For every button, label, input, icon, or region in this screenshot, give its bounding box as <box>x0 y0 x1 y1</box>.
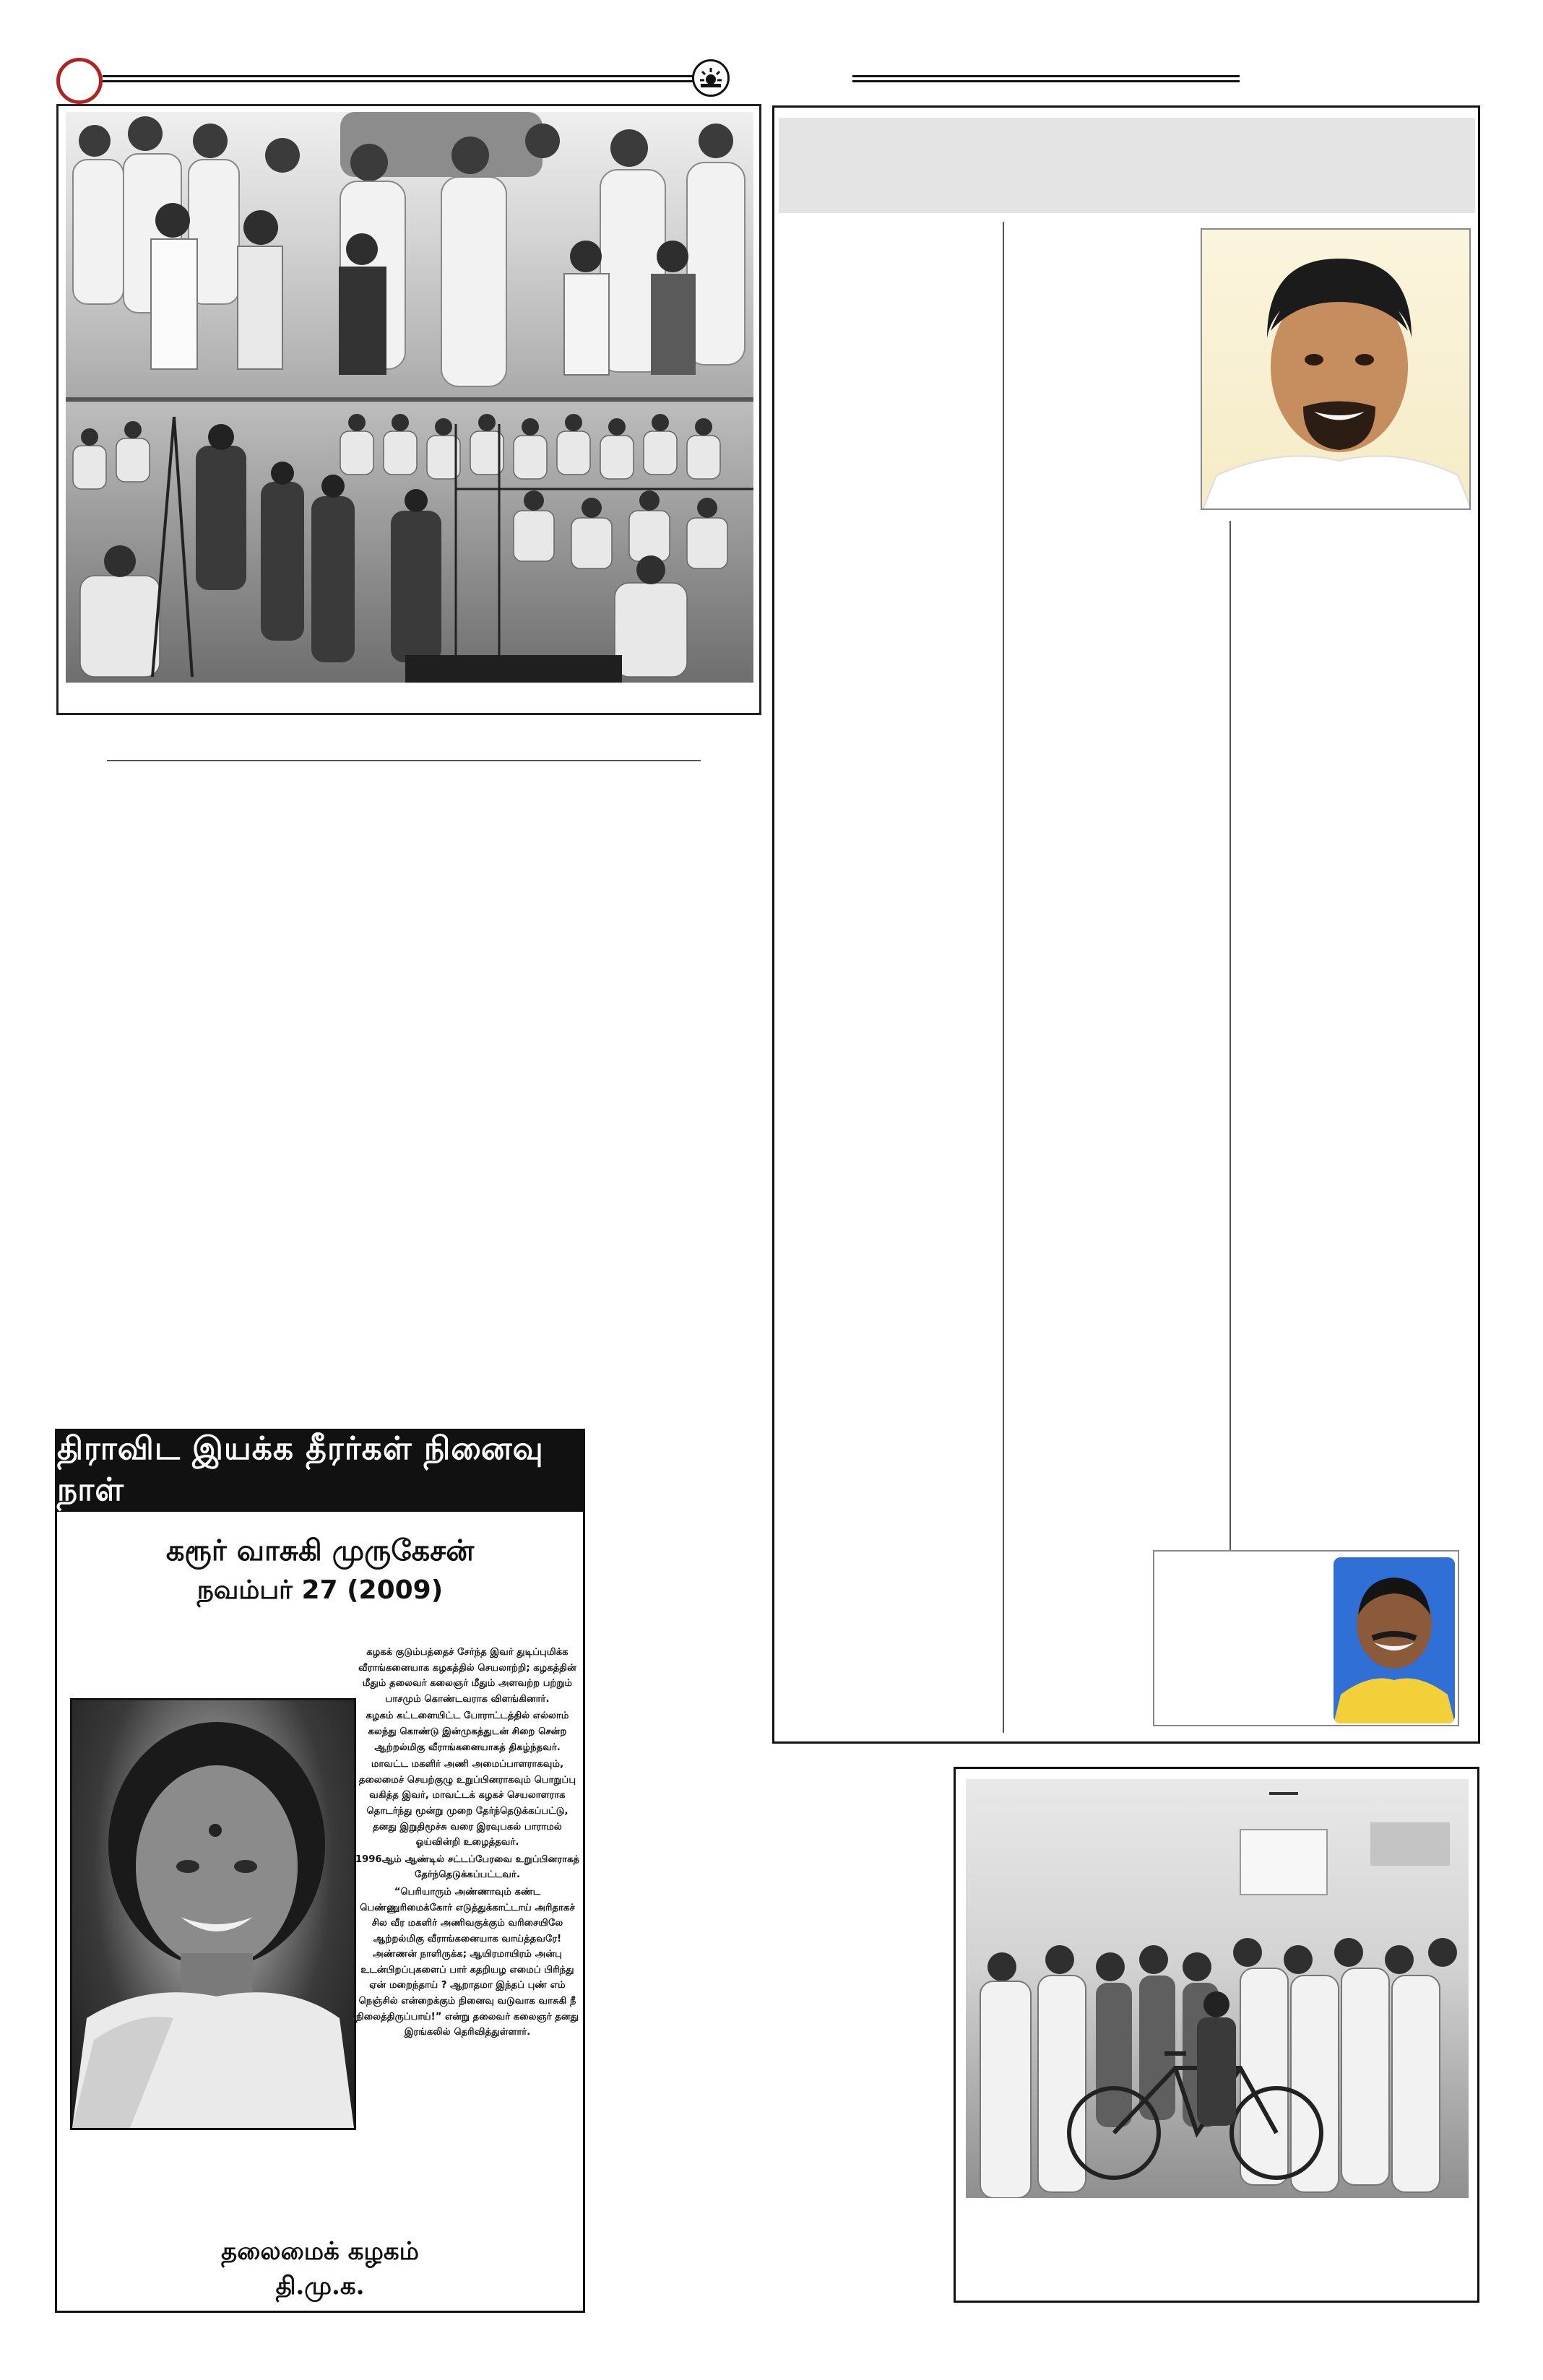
cycle-distribution-photo-frame <box>954 1767 1479 2303</box>
memorial-notice <box>55 1429 585 2313</box>
header-rule-right <box>852 75 1240 82</box>
cycle-distribution-photo <box>966 1779 1469 2198</box>
tribute-paragraph-1: கழகக் குடும்பத்தைச் சேர்ந்த இவர் துடிப்புமிக்க வீராங்கனையாக கழகத்தில் செயலாற்றி; கழகத்தின் மீதும் தலைவர் கலைஞர் மீதும் அளவற்ற பற்றும் பாசமும் கொண்டவராக விளங்கினார். <box>358 1647 576 1705</box>
signature-line-1: தலைமைக் கழகம் <box>221 2237 419 2266</box>
tribute-paragraph-2: கழகம் கட்டளையிட்ட போராட்டத்தில் எல்லாம் கலந்து கொண்டு இன்முகத்துடன் சிறை சென்ற ஆற்றல்மிகு வீராங்கனையாகத் திகழ்ந்தவர். <box>366 1710 569 1753</box>
headline-band <box>779 118 1475 213</box>
header-rule-left <box>103 75 693 82</box>
memorial-portrait-illustration <box>72 1700 354 2128</box>
author-portrait <box>1334 1557 1455 1723</box>
tribute-paragraph-3: மாவட்ட மகளிர் அணி அமைப்பாளராகவும், தலைமைச் செயற்குழு உறுப்பினராகவும் பொறுப்பு வகித்த இவர், மாவட்டக் கழகச் செயலாளராக தொடர்ந்து மூன்று முறை தேர்ந்தெடுக்கப்பட்டு, தனது இறுதிமூச்சு வரை இரவுபகல் பாராமல் ஓய்வின்றி உழைத்தவர். <box>358 1759 576 1848</box>
event-photo-frame <box>56 104 761 715</box>
tribute-paragraph-5: “பெரியாரும் அண்ணாவும் கண்ட பெண்ணுரிமைக்கோர் எடுத்துக்காட்டாய் அரிதாகச் சில வீர மகளிர் அணிவகுக்கும் வரிசையிலே ஆற்றல்மிகு வீராங்கனையாக வாய்த்தவரே! அண்ணன் நாளிருக்க; ஆயிரமாயிரம் அன்பு உடன்பிறப்புகளைப் பார் கதறியழ எமைப் பிரிந்து ஏன் மறைந்தாய் ? ஆறாதமா இந்தப் புண் எம் நெஞ்சில் என்றைக்கும் நினைவு வடுவாக வாசுகி நீ நிலைத்திருப்பாய்!” என்று தலைவர் கலைஞர் தனது இரங்கலில் தெரிவித்துள்ளார். <box>355 1886 579 2038</box>
page-number-circle <box>56 58 103 104</box>
article-column-rule-1 <box>1003 222 1004 1733</box>
memorial-tribute-text <box>355 1645 580 2042</box>
memorial-name: கரூர் வாசுகி முருகேசன் <box>165 1533 475 1567</box>
cycle-distribution-illustration <box>966 1779 1469 2198</box>
author-portrait-illustration <box>1334 1557 1455 1723</box>
leader-portrait <box>1201 228 1471 510</box>
column-separator-rule <box>107 760 701 761</box>
leader-portrait-illustration <box>1202 230 1471 510</box>
signature-line-2: தி.மு.க. <box>275 2272 365 2301</box>
memorial-date: நவம்பர் 27 (2009) <box>196 1575 444 1605</box>
stage-group-illustration <box>66 112 753 402</box>
event-photo-stage <box>66 112 753 402</box>
memorial-portrait <box>70 1698 356 2130</box>
rising-sun-emblem-icon <box>692 59 730 97</box>
memorial-banner: திராவிட இயக்க தீரர்கள் நினைவு நாள் <box>57 1431 583 1512</box>
audience-illustration <box>66 402 753 683</box>
memorial-signature <box>57 2234 583 2303</box>
article-column-rule-2 <box>1229 521 1231 1633</box>
event-photo-audience <box>66 402 753 683</box>
tribute-paragraph-4: 1996ஆம் ஆண்டில் சட்டப்பேரவை உறுப்பினராகத் தேர்ந்தெடுக்கப்பட்டவர். <box>355 1853 580 1881</box>
